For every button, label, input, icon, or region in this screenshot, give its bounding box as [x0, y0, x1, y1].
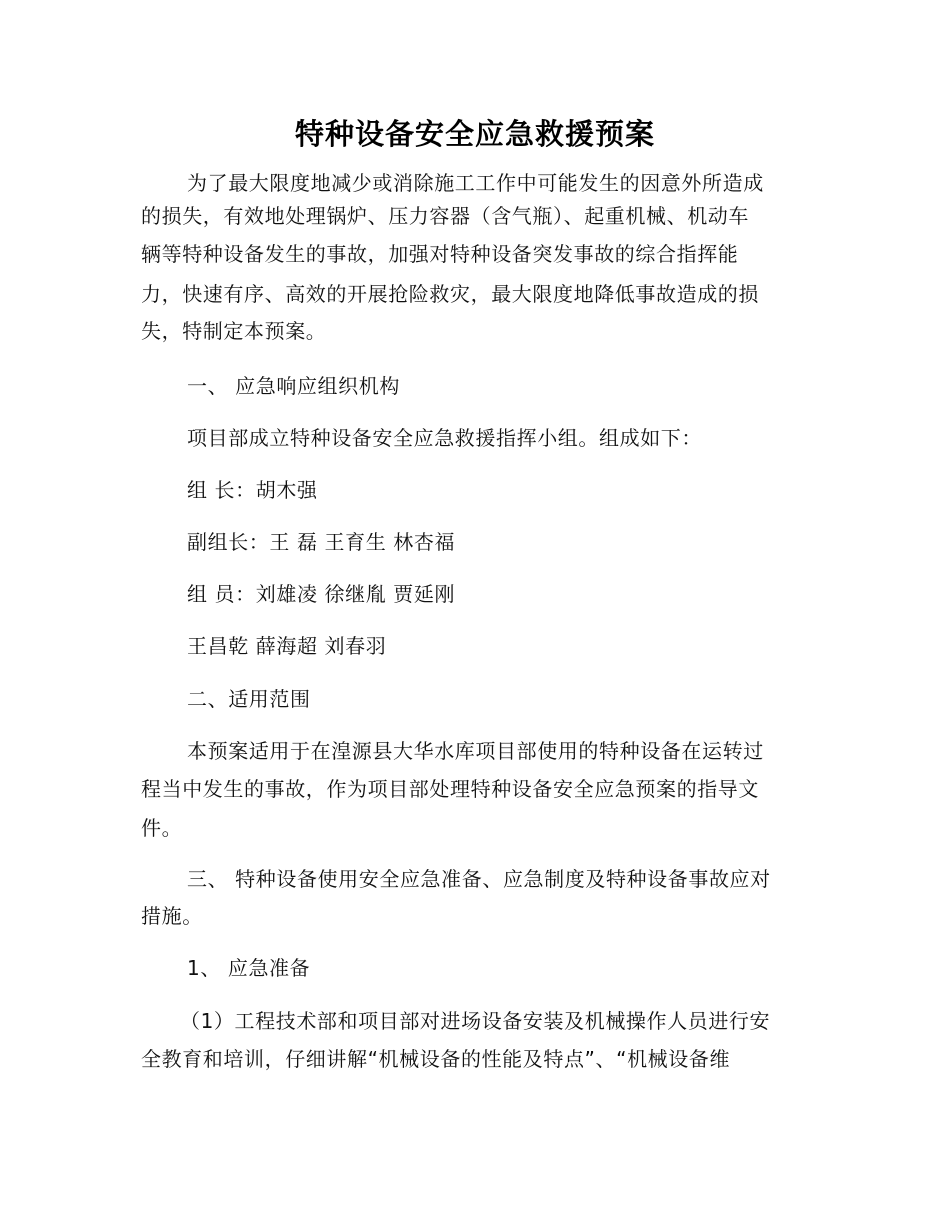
section-heading-3-line-2: 措施。: [141, 904, 203, 928]
scope-line-2: 程当中发生的事故，作为项目部处理特种设备安全应急预案的指导文: [141, 777, 759, 801]
item-1-line-1: （1）工程技术部和项目部对进场设备安装及机械操作人员进行安: [180, 1009, 771, 1033]
members-line-1: 组 员：刘雄凌 徐继胤 贾延刚: [187, 582, 456, 606]
org-intro-line: 项目部成立特种设备安全应急救援指挥小组。组成如下：: [187, 426, 702, 450]
section-heading-2: 二、适用范围: [187, 687, 311, 711]
scope-line-3: 件。: [141, 816, 183, 840]
intro-line-3: 辆等特种设备发生的事故，加强对特种设备突发事故的综合指挥能: [141, 242, 739, 266]
item-1-line-2: 全教育和培训，仔细讲解“机械设备的性能及特点”、“机械设备维: [141, 1047, 731, 1071]
section-heading-1: 一、 应急响应组织机构: [187, 374, 400, 398]
members-line-2: 王昌乾 薛海超 刘春羽: [187, 634, 387, 658]
intro-line-1: 为了最大限度地减少或消除施工工作中可能发生的因意外所造成: [187, 171, 764, 195]
deputy-leader-line: 副组长：王 磊 王育生 林杏福: [187, 530, 456, 554]
intro-line-4: 力，快速有序、高效的开展抢险救灾，最大限度地降低事故造成的损: [141, 282, 759, 306]
document-title: 特种设备安全应急救援预案: [294, 117, 655, 151]
leader-line: 组 长：胡木强: [187, 478, 318, 502]
intro-line-5: 失，特制定本预案。: [141, 319, 327, 343]
section-heading-3-line-1: 三、 特种设备使用安全应急准备、应急制度及特种设备事故应对: [187, 867, 771, 891]
scope-line-1: 本预案适用于在湟源县大华水库项目部使用的特种设备在运转过: [187, 739, 764, 763]
intro-line-2: 的损失，有效地处理锅炉、压力容器（含气瓶）、起重机械、机动车: [141, 204, 749, 228]
subsection-heading-1: 1、 应急准备: [187, 956, 311, 980]
